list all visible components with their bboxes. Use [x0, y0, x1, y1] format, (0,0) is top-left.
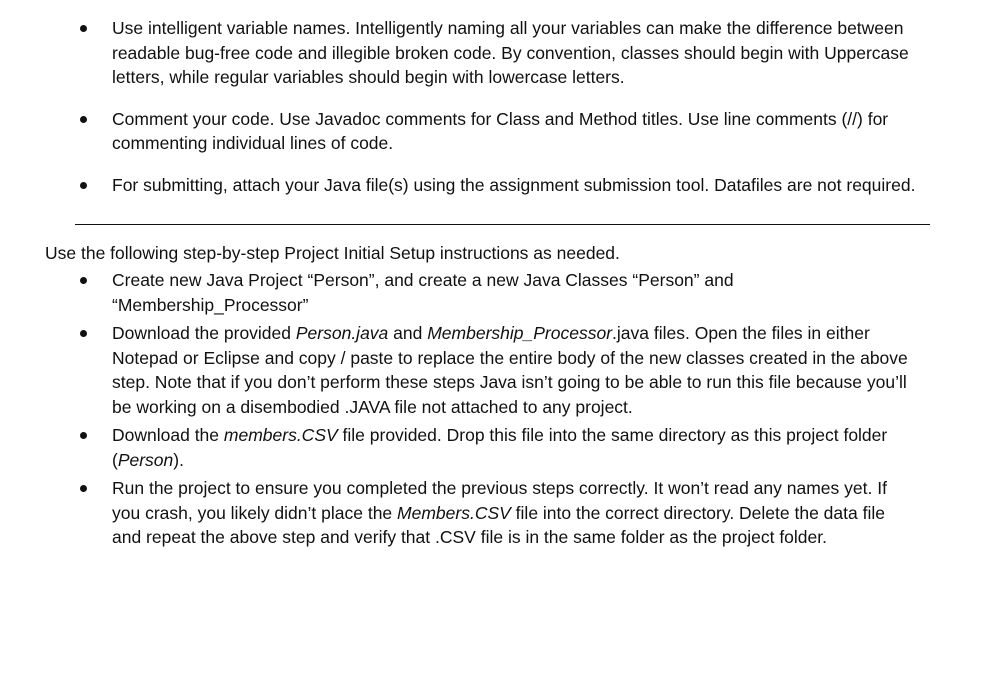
bullet-icon — [80, 485, 87, 492]
step-text — [112, 476, 917, 550]
step-text-part: Run the project to ensure you completed the previous steps correctly. It won’t read any names yet. If you crash, you likely didn’t place the — [112, 478, 887, 523]
filename-members-csv: members.CSV — [223, 425, 338, 445]
setup-step-run-project — [0, 476, 993, 550]
step-text: Create new Java Project “Person”, and create a new Java Classes “Person” and “Membership_Processor” — [112, 270, 734, 315]
bullet-icon — [80, 182, 87, 189]
bullet-icon — [80, 330, 87, 337]
guideline-submitting — [0, 173, 993, 198]
step-text — [112, 321, 917, 419]
folder-name-person: Person — [117, 449, 174, 470]
bullet-icon — [80, 432, 87, 439]
setup-intro: Use the following step-by-step Project Initial Setup instructions as needed. — [45, 243, 620, 263]
setup-step-download-csv — [0, 423, 993, 472]
section-divider — [75, 224, 930, 225]
guidelines-list — [0, 16, 993, 197]
filename-person-java: Person.java — [295, 323, 389, 343]
bullet-icon — [80, 116, 87, 123]
guideline-comments — [0, 107, 993, 156]
step-text-part: Download the provided — [112, 323, 296, 343]
step-text-part: file provided. Drop this file into the same directory as this project folder ( — [112, 425, 888, 470]
setup-steps-list — [0, 268, 993, 554]
step-text — [112, 423, 917, 472]
bullet-icon — [80, 277, 87, 284]
guideline-text: For submitting, attach your Java file(s) using the assignment submission tool. Datafiles are not required. — [112, 174, 916, 195]
guideline-text: Comment your code. Use Javadoc comments for Class and Method titles. Use line comments (//) for commenting individual lines of code. — [112, 108, 889, 153]
guideline-variable-names — [0, 16, 993, 90]
setup-step-download-java-files — [0, 321, 993, 419]
step-text-part: Download the — [112, 425, 224, 445]
filename-membership-processor: Membership_Processor — [427, 323, 613, 343]
guideline-text: Use intelligent variable names. Intelligently naming all your variables can make the difference between readable bug-free code and illegible broken code. By convention, classes should begin with Uppercase letters, while regular variables should begin with lowercase letters. — [112, 18, 909, 87]
step-text-part: and — [388, 323, 428, 343]
bullet-icon — [80, 25, 87, 32]
step-text-part: .java files. Open the files in either Notepad or Eclipse and copy / paste to replace the entire body of the new classes created in the above step. Note that if you don’t perform these steps Java isn’t going to be able to run this file because you’ll be working on a disembodied .JAVA file not attached to any project. — [112, 323, 908, 417]
setup-step-create-project — [0, 268, 993, 317]
filename-members-csv: Members.CSV — [397, 502, 511, 523]
step-text-part: file into the correct directory. Delete the data file and repeat the above step and verify that .CSV file is in the same folder as the project folder. — [112, 502, 885, 547]
step-text-part: ). — [173, 449, 184, 470]
